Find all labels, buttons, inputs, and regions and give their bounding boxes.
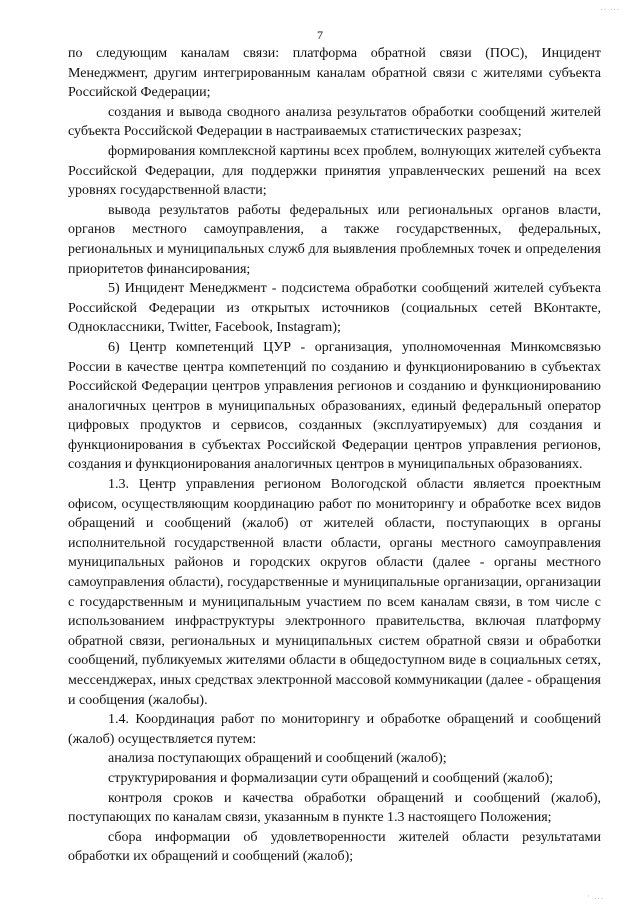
paragraph-work-results: вывода результатов работы федеральных или региональных органов власти, органов местного самоуправления, а также государственных, федеральных, региональных и муниципальных служб для выявления проблемных точек и определения приоритетов финансирования;: [68, 202, 601, 277]
paragraph-analysis: анализа поступающих обращений и сообщений (жалоб);: [108, 751, 447, 767]
paragraph-channels: по следующим каналам связи: платформа обратной связи (ПОС), Инцидент Менеджмент, другим интегрированным каналам обратной связи с жителями субъекта Российской Федерации;: [68, 46, 601, 101]
paragraph-section-1-4: 1.4. Координация работ по мониторингу и обработке обращений и сообщений (жалоб) осуществляется путем:: [68, 712, 601, 747]
paragraph-control: контроля сроков и качества обработки обращений и сообщений (жалоб), поступающих по каналам связи, указанным в пункте 1.3 настоящего Положения;: [68, 790, 601, 826]
document-body: [68, 44, 601, 867]
paragraph-satisfaction: сбора информации об удовлетворенности жителей области результатами обработки их обращений и сообщений (жалоб);: [68, 829, 601, 865]
paragraph-summary-analysis: создания и вывода сводного анализа результатов обработки сообщений жителей субъекта Российской Федерации в настраиваемых статистических разрезах;: [68, 104, 601, 140]
scan-mark-top: .. ...: [600, 2, 620, 12]
paragraph-incident-management: 5) Инцидент Менеджмент - подсистема обработки сообщений жителей субъекта Российской Федерации из открытых источников (социальных сетей ВКонтакте, Одноклассники, Twitter, Facebook, Instagram);: [68, 281, 601, 336]
paragraph-competence-center: 6) Центр компетенций ЦУР - организация, уполномоченная Минкомсвязью России в качестве центра компетенций по созданию и функционированию в субъектах Российской Федерации центров управления регионов и созданию и функционированию аналогичных центров в муниципальных образованиях, единый федеральный оператор цифровых продуктов и сервисов, созданных (эксплуатируемых) для создания и функционирования в субъектах Российской Федерации центров управления регионов, создания и функционирования аналогичных центров в муниципальных образованиях.: [68, 339, 601, 473]
page-number: 7: [317, 28, 323, 42]
paragraph-complex-picture: формирования комплексной картины всех проблем, волнующих жителей субъекта Российской Федерации, для поддержки принятия управленческих решений на всех уровнях государственной власти;: [68, 143, 601, 199]
paragraph-structuring: структурирования и формализации сути обращений и сообщений (жалоб);: [108, 770, 554, 786]
scan-mark-bottom: · ...: [587, 891, 604, 901]
paragraph-section-1-3: 1.3. Центр управления регионом Вологодской области является проектным офисом, осуществляющим координацию работ по мониторингу и обработке всех видов обращений и сообщений (жалоб) от жителей области, поступающих в органы исполнительной государственной власти области, органы местного самоуправления муниципальных районов и городских округов области (далее - органы местного самоуправления области), государственные и муниципальные организации, организации с государственным и муниципальным участием по всем каналам связи, в том числе с использованием инфраструктуры электронного правительства, включая платформу обратной связи, региональных и муниципальных систем обратной связи и обработки сообщений, публикуемых жителями области в общедоступном виде в социальных сетях, мессенджерах, иных средствах электронной массовой коммуникации (далее - обращения и сообщения (жалобы).: [68, 477, 601, 708]
